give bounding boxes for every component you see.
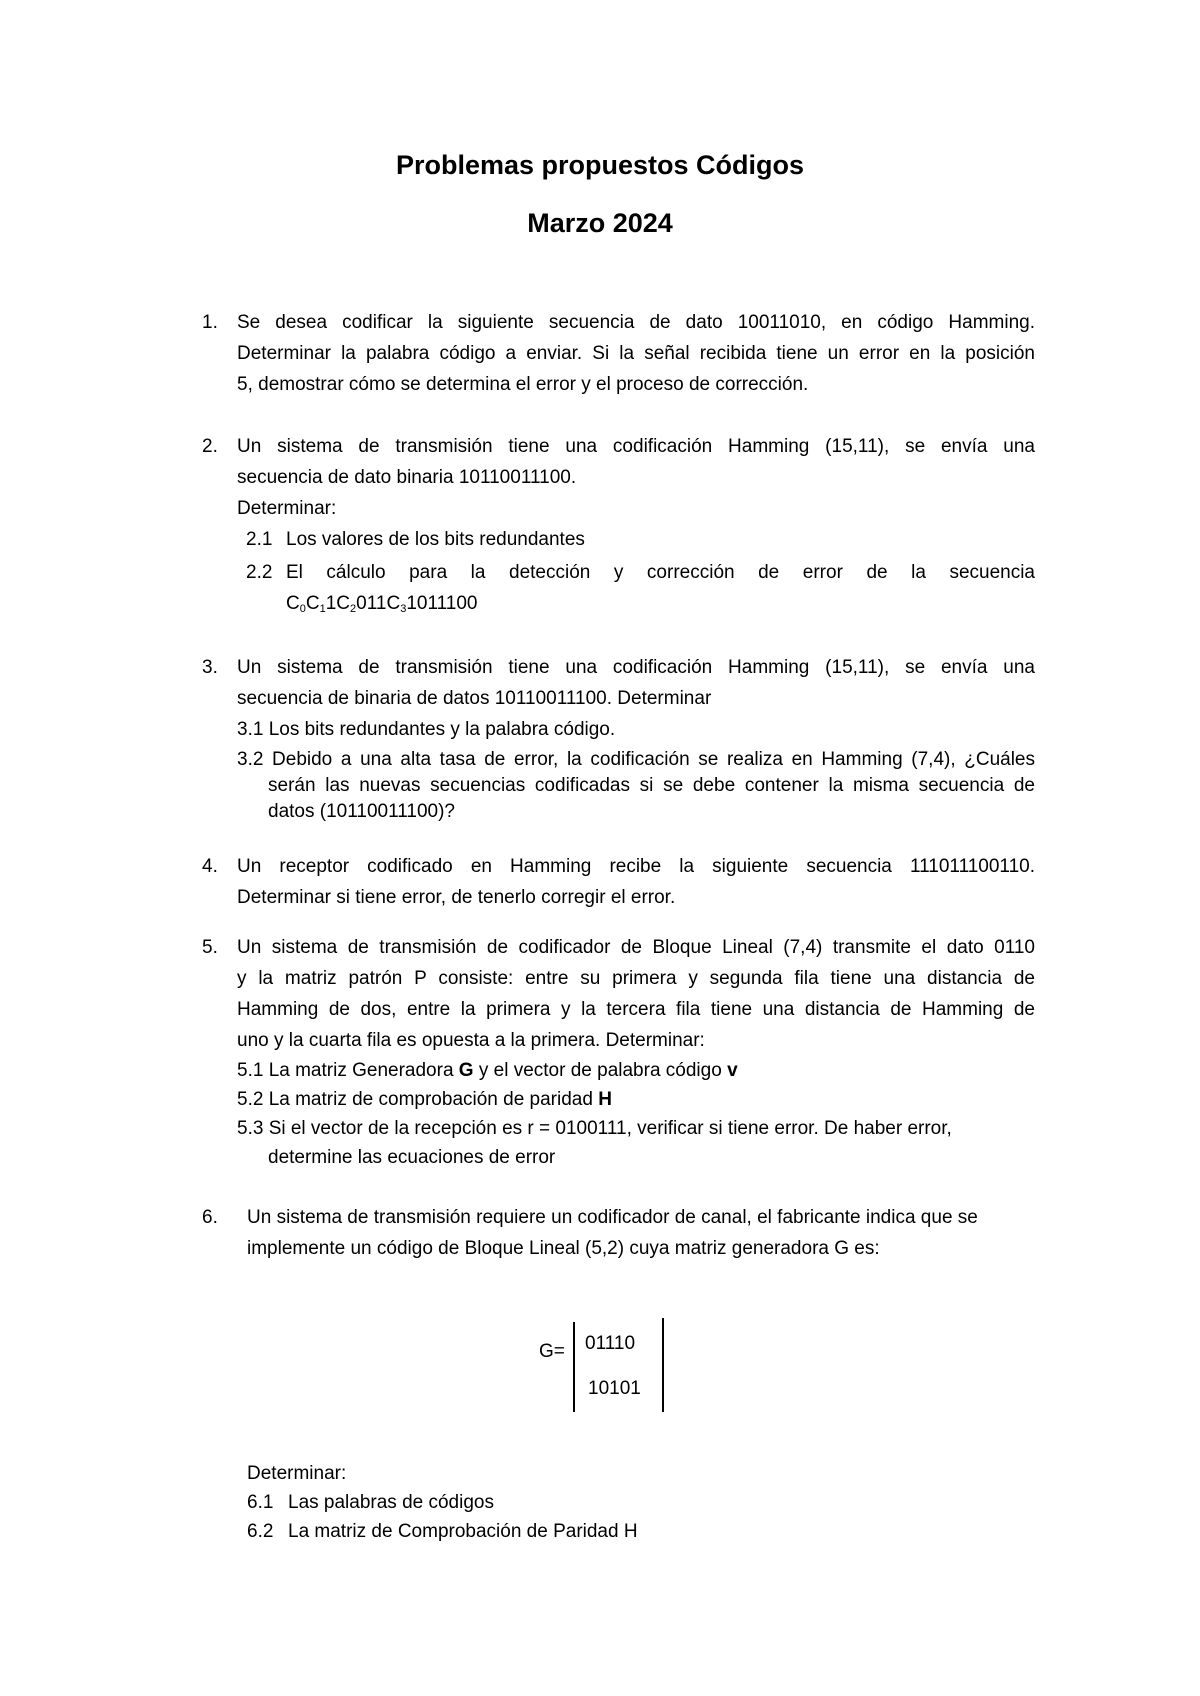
problem-2-sub-2-line-1: El cálculo para la detección y corrección de error de la secuencia [286,562,1035,583]
matrix-g-symbol: G [458,1060,474,1081]
problem-2-sequence [286,592,477,616]
seq-c1-subscript: 1 [319,603,326,615]
seq-c2: C [336,593,351,614]
problem-5-sub-2-text: 5.2 La matriz de comprobación de paridad [237,1089,599,1110]
seq-mid-2: 011 [356,593,387,614]
problem-2-determinar: Determinar: [237,498,337,519]
seq-c1: C [305,593,320,614]
matrix-row-1: 01110 [585,1333,636,1354]
seq-c3-subscript: 3 [400,603,407,615]
seq-c0-subscript: 0 [299,603,306,615]
problem-2-sub-1-text: Los valores de los bits redundantes [286,529,585,550]
problem-6-number: 6. [202,1207,218,1228]
problem-1-line-3: 5, demostrar cómo se determina el error y el proceso de corrección. [237,374,809,395]
matrix-right-bracket [662,1318,664,1412]
problem-3-sub-1: 3.1 Los bits redundantes y la palabra código. [237,719,616,740]
problem-4-line-2: Determinar si tiene error, de tenerlo corregir el error. [237,887,676,908]
problem-3-sub-2-line-3: datos (10110011100)? [268,801,455,822]
vector-v-symbol: v [727,1060,738,1081]
problem-3-sub-2-line-1: 3.2 Debido a una alta tasa de error, la codificación se realiza en Hamming (7,4), ¿Cuáles [237,749,1035,770]
problem-5-sub-1 [237,1059,738,1083]
problem-2-line-1: Un sistema de transmisión tiene una codificación Hamming (15,11), se envía una [237,436,1035,457]
problem-2-line-2: secuencia de dato binaria 10110011100. [237,467,577,488]
problem-6-line-1: Un sistema de transmisión requiere un codificador de canal, el fabricante indica que se [247,1207,978,1228]
problem-6-line-2: implemente un código de Bloque Lineal (5,2) cuya matriz generadora G es: [247,1238,880,1259]
problem-5-line-3: Hamming de dos, entre la primera y la tercera fila tiene una distancia de Hamming de [237,999,1035,1020]
seq-c2-subscript: 2 [350,603,357,615]
problem-5-number: 5. [202,937,218,958]
problem-2-sub-2-number: 2.2 [246,562,273,583]
problem-5-sub-2 [237,1088,612,1112]
problem-5-line-1: Un sistema de transmisión de codificador de Bloque Lineal (7,4) transmite el dato 0110 [237,937,1035,958]
problem-1-line-1: Se desea codificar la siguiente secuencia de dato 10011010, en código Hamming. [237,312,1035,333]
problem-6-sub-2-number: 6.2 [247,1521,274,1542]
seq-tail: 1011100 [406,593,478,614]
problem-2-sub-1-number: 2.1 [246,529,273,550]
matrix-left-bracket [573,1322,575,1412]
matrix-label: G= [539,1341,565,1362]
seq-c3: C [386,593,401,614]
problem-5-sub-1-mid: y el vector de palabra código [473,1060,728,1081]
document-subtitle: Marzo 2024 [527,208,673,238]
problem-3-line-2: secuencia de binaria de datos 10110011100. Determinar [237,688,712,709]
problem-6-sub-1-number: 6.1 [247,1492,274,1513]
problem-5-sub-3-line-2: determine las ecuaciones de error [268,1147,556,1168]
seq-c0: C [286,593,300,614]
problem-5-sub-1-text: 5.1 La matriz Generadora [237,1060,459,1081]
problem-6-sub-1-text: Las palabras de códigos [288,1492,494,1513]
problem-2-number: 2. [202,436,218,457]
problem-1-line-2: Determinar la palabra código a enviar. Si la señal recibida tiene un error en la posición [237,343,1035,364]
problem-6-sub-2-text: La matriz de Comprobación de Paridad H [288,1521,638,1542]
matrix-h-symbol: H [598,1089,612,1110]
problem-5-line-2: y la matriz patrón P consiste: entre su primera y segunda fila tiene una distancia de [237,968,1035,989]
problem-4-number: 4. [202,856,218,877]
problem-4-line-1: Un receptor codificado en Hamming recibe la siguiente secuencia 111011100110. [237,856,1035,877]
problem-5-sub-3-line-1: 5.3 Si el vector de la recepción es r = 0100111, verificar si tiene error. De haber error, [237,1118,952,1139]
problem-6-determinar: Determinar: [247,1463,347,1484]
matrix-row-2: 10101 [588,1378,641,1399]
problem-3-number: 3. [202,657,218,678]
problem-1-number: 1. [202,312,218,333]
seq-mid-1: 1 [325,593,337,614]
problem-3-line-1: Un sistema de transmisión tiene una codificación Hamming (15,11), se envía una [237,657,1035,678]
problem-3-sub-2-line-2: serán las nuevas secuencias codificadas si se debe contener la misma secuencia de [268,775,1035,796]
problem-5-line-4: uno y la cuarta fila es opuesta a la primera. Determinar: [237,1030,705,1051]
document-title: Problemas propuestos Códigos [395,150,805,180]
